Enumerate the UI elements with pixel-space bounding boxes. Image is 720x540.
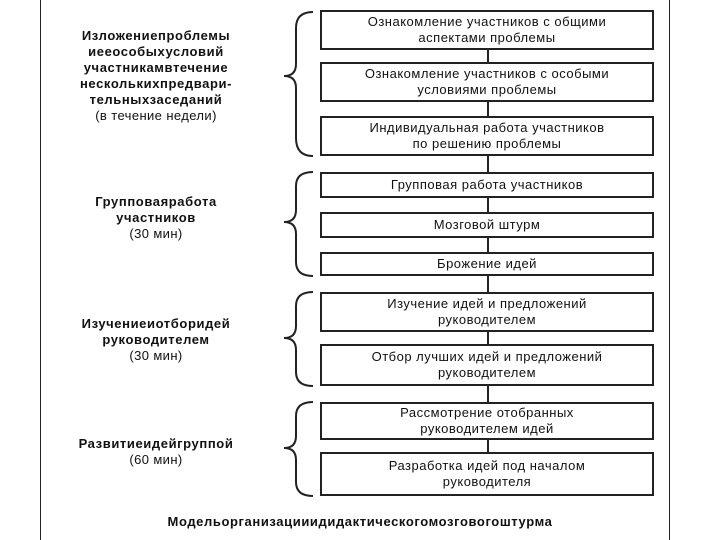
- stage-1-title: Изложениепроблемы иееособыхусловий участникамвтечение несколькихпредвари- тельныхзаседаний: [79, 28, 233, 107]
- step-box: Рассмотрение отобранных руководителем идей: [320, 402, 654, 440]
- step-box: Отбор лучших идей и предложений руководителем: [320, 344, 654, 386]
- step-box: Изучение идей и предложений руководителем: [320, 292, 654, 332]
- stage-4-title: Развитиеидейгруппой: [78, 436, 234, 451]
- step-box: Мозговой штурм: [320, 212, 654, 238]
- step-connector: [487, 238, 489, 252]
- stage-2-label: [48, 194, 264, 242]
- step-connector: [487, 276, 489, 292]
- step-connector: [487, 332, 489, 344]
- stage-4-label: [48, 436, 264, 468]
- step-connector: [487, 386, 489, 402]
- stage-2-duration: (30 мин): [129, 226, 183, 241]
- step-connector: [487, 156, 489, 172]
- step-box: Индивидуальная работа участников по решению проблемы: [320, 116, 654, 156]
- step-box: Групповая работа участников: [320, 172, 654, 198]
- step-connector: [487, 440, 489, 452]
- stage-2-title: Групповаяработа участников: [95, 194, 217, 225]
- stage-3-duration: (30 мин): [129, 348, 183, 363]
- step-box: Ознакомление участников с общими аспектами проблемы: [320, 10, 654, 50]
- step-box: Брожение идей: [320, 252, 654, 276]
- step-connector: [487, 102, 489, 116]
- step-box: Ознакомление участников с особыми условиями проблемы: [320, 62, 654, 102]
- step-box: Разработка идей под началом руководителя: [320, 452, 654, 496]
- step-connector: [487, 50, 489, 62]
- stage-1-duration: (в течение недели): [95, 108, 217, 123]
- diagram-caption: Модельорганизацииидидактическогомозговогоштурма: [167, 514, 553, 529]
- stage-1-label: [48, 28, 264, 124]
- stage-3-title: Изучениеиотборидей руководителем: [81, 316, 231, 347]
- stage-3-label: [48, 316, 264, 364]
- step-connector: [487, 198, 489, 212]
- stage-4-duration: (60 мин): [129, 452, 183, 467]
